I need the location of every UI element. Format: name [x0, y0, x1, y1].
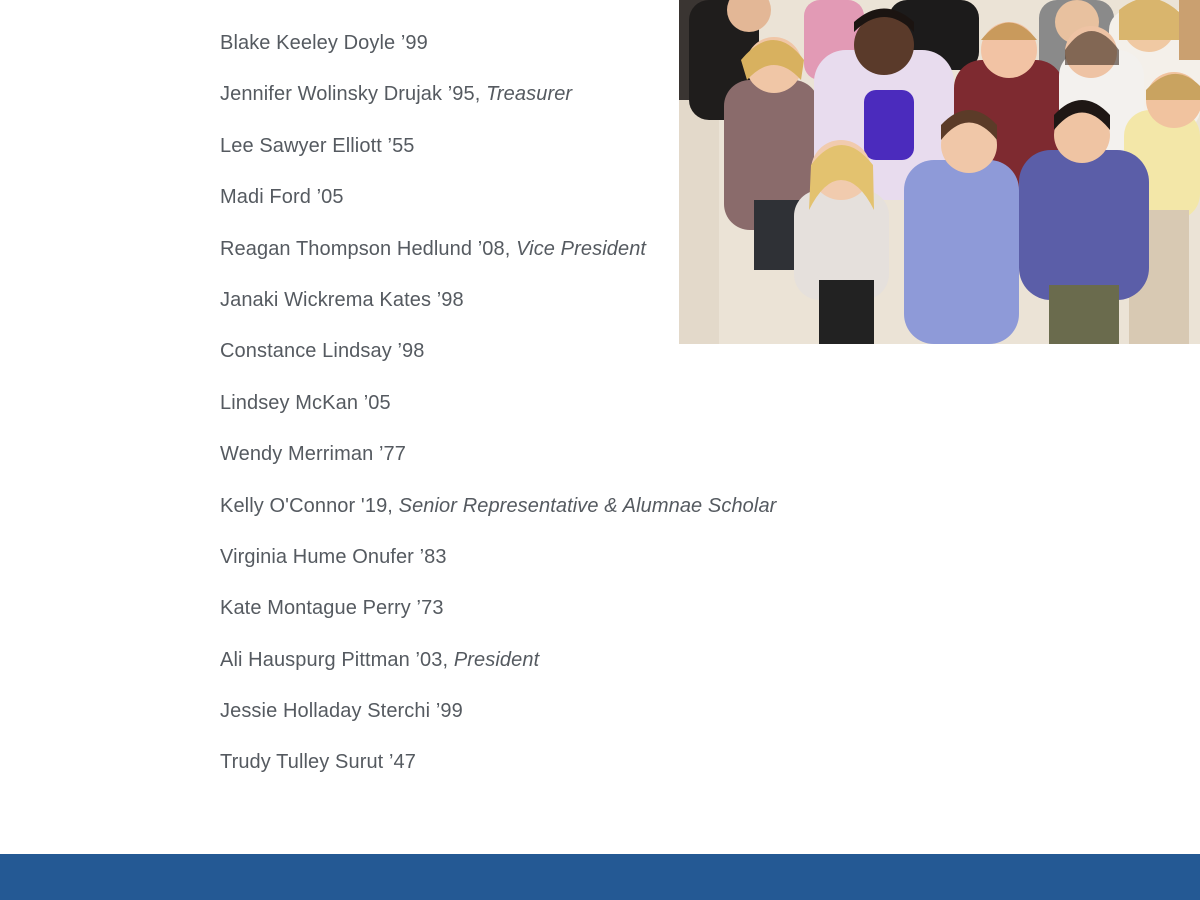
footer-bar — [0, 854, 1200, 900]
member-name: Jessie Holladay Sterchi ’99 — [220, 700, 463, 723]
board-member-item — [220, 697, 776, 725]
member-name: Lindsey McKan ’05 — [220, 391, 391, 414]
board-member-item — [220, 748, 776, 776]
member-name: Janaki Wickrema Kates ’98 — [220, 288, 464, 311]
member-role: Vice President — [516, 237, 647, 260]
member-name: Madi Ford ’05 — [220, 186, 344, 209]
member-role: Treasurer — [486, 83, 573, 106]
member-name: Blake Keeley Doyle ’99 — [220, 32, 428, 54]
member-name: Virginia Hume Onufer ’83 — [220, 545, 447, 568]
board-member-item — [220, 440, 776, 468]
board-member-item — [220, 389, 776, 417]
group-photo-illustration — [679, 0, 1200, 344]
member-role: President — [453, 648, 540, 671]
member-name: Kelly O'Connor '19, — [220, 494, 399, 517]
member-name: Trudy Tulley Surut ’47 — [220, 751, 416, 774]
member-name: Reagan Thompson Hedlund ’08, — [220, 237, 517, 260]
member-name: Wendy Merriman ’77 — [220, 443, 406, 466]
member-name: Kate Montague Perry ’73 — [220, 597, 444, 620]
member-name: Constance Lindsay ’98 — [220, 340, 425, 363]
member-name: Lee Sawyer Elliott ’55 — [220, 134, 415, 157]
member-role: Senior Representative & Alumnae Scholar — [398, 494, 777, 517]
board-member-item — [220, 646, 776, 674]
board-member-item — [220, 492, 776, 520]
member-name: Jennifer Wolinsky Drujak ’95, — [220, 83, 487, 106]
board-member-item — [220, 594, 776, 622]
board-member-item — [220, 543, 776, 571]
member-name: Ali Hauspurg Pittman ’03, — [220, 648, 454, 671]
group-photo — [679, 0, 1200, 344]
